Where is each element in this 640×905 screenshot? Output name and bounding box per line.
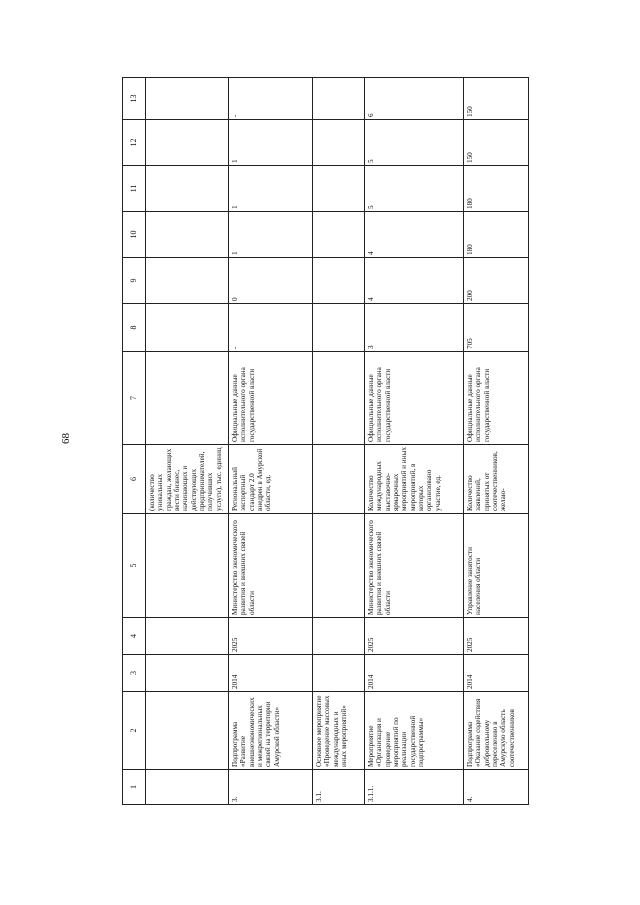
- column-header: 7: [123, 352, 146, 445]
- table-row: [146, 78, 229, 805]
- value-cell: 4: [365, 258, 464, 304]
- indicator-cell: Количество заявлений, принятых от соотечественников, желаю-: [464, 445, 529, 514]
- value-cell: 5: [365, 120, 464, 166]
- value-cell: 150: [464, 120, 529, 166]
- source-cell: [313, 352, 365, 445]
- executor-cell: [313, 514, 365, 618]
- row-number: 4.: [464, 770, 529, 805]
- name-cell: Подпрограмма «Развитие внешнеэкономических и межрегиональных связей на территории Амурской области»: [229, 692, 313, 770]
- source-cell: Официальные данные исполнительного органа государственной власти: [229, 352, 313, 445]
- value-cell: 1: [229, 166, 313, 212]
- name-cell: Подпрограмма «Оказание содействия добровольному переселению в Амурскую область соотечественников: [464, 692, 529, 770]
- end-year-cell: [146, 618, 229, 655]
- value-cell: 4: [365, 212, 464, 258]
- column-header: 1: [123, 770, 146, 805]
- indicator-cell: Количество международных выставочно-ярмарочных мероприятий и иных мероприятий, в которых организовано участие, ед.: [365, 445, 464, 514]
- column-header: 9: [123, 258, 146, 304]
- column-header: 4: [123, 618, 146, 655]
- value-cell: 5: [365, 166, 464, 212]
- value-cell: -: [229, 304, 313, 352]
- value-cell: 200: [464, 258, 529, 304]
- table-row: [365, 78, 464, 805]
- value-cell: [313, 212, 365, 258]
- name-cell: Мероприятие «Организация и проведение мероприятий по реализации государственной подпрограммы»: [365, 692, 464, 770]
- source-cell: [146, 352, 229, 445]
- value-cell: 180: [464, 166, 529, 212]
- value-cell: 150: [464, 78, 529, 120]
- column-header: 6: [123, 445, 146, 514]
- column-header: 8: [123, 304, 146, 352]
- indicator-cell: (количество уникальных граждан, желающих вести бизнес, начинающих и действующих предпринимателей, получивших услуги), тыс. единиц: [146, 445, 229, 514]
- column-header: 11: [123, 166, 146, 212]
- start-year-cell: [146, 655, 229, 692]
- source-cell: Официальные данные исполнительного органа государственной власти: [464, 352, 529, 445]
- value-cell: [146, 304, 229, 352]
- column-header: 3: [123, 655, 146, 692]
- value-cell: [313, 258, 365, 304]
- value-cell: [146, 120, 229, 166]
- start-year-cell: 2014: [229, 655, 313, 692]
- value-cell: 6: [365, 78, 464, 120]
- value-cell: 705: [464, 304, 529, 352]
- value-cell: [313, 120, 365, 166]
- value-cell: [146, 166, 229, 212]
- value-cell: [146, 78, 229, 120]
- end-year-cell: 2025: [365, 618, 464, 655]
- start-year-cell: 2014: [464, 655, 529, 692]
- table-header-row: [123, 78, 146, 805]
- start-year-cell: [313, 655, 365, 692]
- indicator-cell: [313, 445, 365, 514]
- value-cell: 0: [229, 258, 313, 304]
- executor-cell: Министерство экономического развития и внешних связей области: [365, 514, 464, 618]
- value-cell: [313, 166, 365, 212]
- table-row: [313, 78, 365, 805]
- executor-cell: Управление занятости населения области: [464, 514, 529, 618]
- end-year-cell: [313, 618, 365, 655]
- column-header: 13: [123, 78, 146, 120]
- row-number: 3.1.1.: [365, 770, 464, 805]
- value-cell: 1: [229, 212, 313, 258]
- column-header: 10: [123, 212, 146, 258]
- value-cell: [146, 212, 229, 258]
- value-cell: -: [229, 78, 313, 120]
- row-number: 3.: [229, 770, 313, 805]
- rotated-landscape-table: [122, 92, 522, 805]
- row-number: [146, 770, 229, 805]
- column-header: 2: [123, 692, 146, 770]
- name-cell: Основное мероприятие «Проведение массовых международных и иных мероприятий»: [313, 692, 365, 770]
- executor-cell: Министерство экономического развития и внешних связей области: [229, 514, 313, 618]
- table-row: [229, 78, 313, 805]
- data-table: [122, 77, 529, 805]
- end-year-cell: 2025: [229, 618, 313, 655]
- executor-cell: [146, 514, 229, 618]
- indicator-cell: Региональный экспортный стандарт 2.0 внедрен в Амурской области, ед.: [229, 445, 313, 514]
- end-year-cell: 2025: [464, 618, 529, 655]
- source-cell: Официальные данные исполнительного органа государственной власти: [365, 352, 464, 445]
- value-cell: 3: [365, 304, 464, 352]
- value-cell: [146, 258, 229, 304]
- column-header: 5: [123, 514, 146, 618]
- name-cell: [146, 692, 229, 770]
- page-number: 68: [60, 433, 72, 444]
- value-cell: [313, 78, 365, 120]
- value-cell: 180: [464, 212, 529, 258]
- column-header: 12: [123, 120, 146, 166]
- value-cell: [313, 304, 365, 352]
- row-number: 3.1.: [313, 770, 365, 805]
- start-year-cell: 2014: [365, 655, 464, 692]
- value-cell: 1: [229, 120, 313, 166]
- table-row: [464, 78, 529, 805]
